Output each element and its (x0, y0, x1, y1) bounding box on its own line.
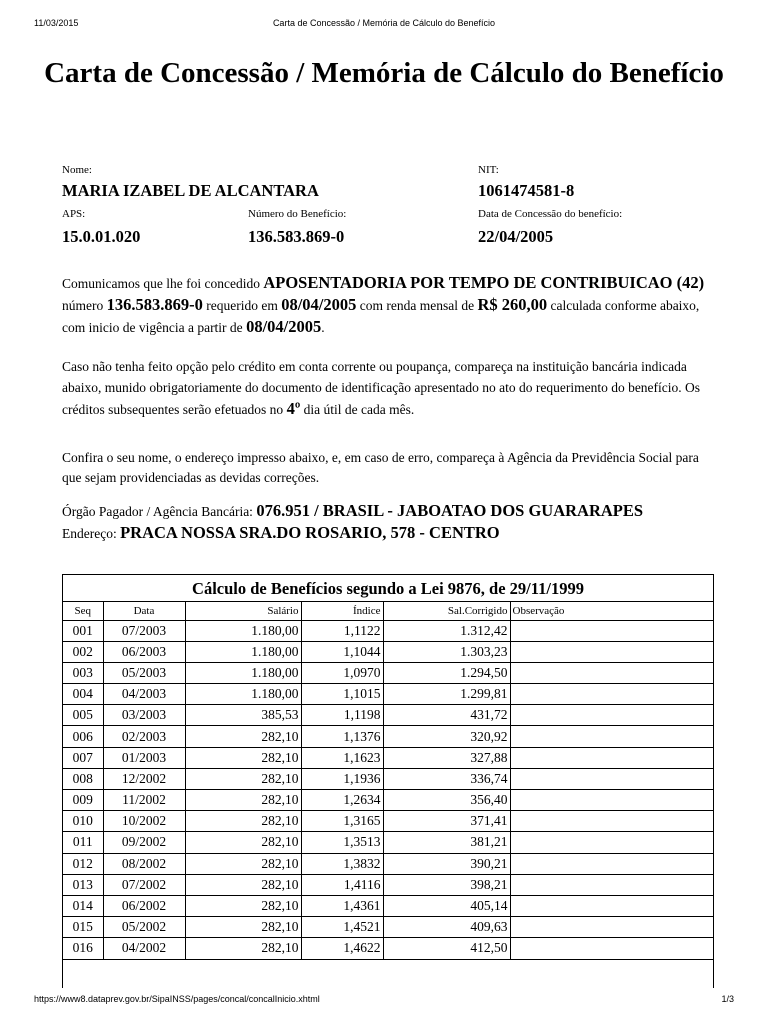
cell-observacao (510, 768, 713, 789)
cell-salario: 1.180,00 (185, 662, 301, 683)
aps-value: 15.0.01.020 (62, 227, 141, 246)
cell-sal-corrigido: 320,92 (383, 726, 510, 747)
cell-observacao (510, 874, 713, 895)
cell-seq: 001 (63, 620, 103, 641)
cell-sal-corrigido: 390,21 (383, 853, 510, 874)
cell-sal-corrigido: 409,63 (383, 917, 510, 938)
table-row (63, 895, 713, 916)
document-title: Carta de Concessão / Memória de Cálculo do Benefício (44, 57, 724, 89)
notice-text-3: requerido em (202, 298, 282, 313)
cell-salario: 1.180,00 (185, 620, 301, 641)
cell-indice: 1,3832 (301, 853, 383, 874)
page-number: 1/3 (721, 994, 734, 1004)
cell-sal-corrigido: 1.294,50 (383, 662, 510, 683)
cell-observacao (510, 747, 713, 768)
cell-data: 01/2003 (103, 747, 185, 768)
table-row (63, 726, 713, 747)
cell-observacao (510, 705, 713, 726)
cell-sal-corrigido: 1.312,42 (383, 620, 510, 641)
requested-date: 08/04/2005 (281, 295, 357, 314)
cell-salario: 282,10 (185, 853, 301, 874)
cell-data: 05/2003 (103, 662, 185, 683)
table-row (63, 684, 713, 705)
table-row (63, 874, 713, 895)
credit-text-1: Caso não tenha feito opção pelo crédito em conta corrente ou poupança, compareça na instituição bancária indicada abaixo, munido obrigatoriamente do documento de identificação apresentado no ato do requerimento do benefício. Os créditos subsequentes serão efetuados no (62, 359, 701, 417)
data-concessao-label: Data de Concessão do benefício: (478, 208, 623, 220)
cell-sal-corrigido: 336,74 (383, 768, 510, 789)
cell-seq: 005 (63, 705, 103, 726)
endereco-value: PRACA NOSSA SRA.DO ROSARIO, 578 - CENTRO (120, 523, 500, 542)
notice-benefit-number: 136.583.869-0 (106, 295, 203, 314)
table-row (63, 768, 713, 789)
cell-sal-corrigido: 356,40 (383, 790, 510, 811)
cell-sal-corrigido: 431,72 (383, 705, 510, 726)
cell-observacao (510, 811, 713, 832)
print-date: 11/03/2015 (34, 18, 79, 28)
cell-observacao (510, 853, 713, 874)
col-data-header: Data (103, 602, 185, 620)
cell-sal-corrigido: 381,21 (383, 832, 510, 853)
nit-value: 1061474581-8 (478, 181, 575, 200)
table-row (63, 641, 713, 662)
col-seq-header: Seq (63, 602, 103, 620)
cell-observacao (510, 684, 713, 705)
cell-sal-corrigido: 1.303,23 (383, 641, 510, 662)
print-url: https://www8.dataprev.gov.br/SipaINSS/pages/concal/concalInicio.xhtml (34, 994, 320, 1004)
cell-data: 07/2002 (103, 874, 185, 895)
table-row (63, 662, 713, 683)
cell-observacao (510, 641, 713, 662)
table-row (63, 620, 713, 641)
notice-text-5: calculada conforme abaixo, com inicio de vigência a partir de (62, 298, 700, 335)
cell-indice: 1,3513 (301, 832, 383, 853)
cell-observacao (510, 895, 713, 916)
cell-salario: 282,10 (185, 938, 301, 959)
cell-seq: 002 (63, 641, 103, 662)
cell-salario: 385,53 (185, 705, 301, 726)
cell-salario: 282,10 (185, 895, 301, 916)
cell-seq: 012 (63, 853, 103, 874)
salary-table (63, 602, 713, 960)
cell-observacao (510, 662, 713, 683)
cell-indice: 1,4361 (301, 895, 383, 916)
cell-sal-corrigido: 412,50 (383, 938, 510, 959)
cell-seq: 016 (63, 938, 103, 959)
cell-salario: 1.180,00 (185, 641, 301, 662)
table-row (63, 747, 713, 768)
print-footer (34, 994, 734, 1008)
credit-text-2: dia útil de cada mês. (300, 402, 415, 417)
notice-text-1: Comunicamos que lhe foi concedido (62, 276, 264, 291)
cell-observacao (510, 938, 713, 959)
cell-indice: 1,3165 (301, 811, 383, 832)
cell-indice: 1,2634 (301, 790, 383, 811)
cell-salario: 282,10 (185, 811, 301, 832)
cell-indice: 1,1936 (301, 768, 383, 789)
cell-data: 03/2003 (103, 705, 185, 726)
cell-sal-corrigido: 1.299,81 (383, 684, 510, 705)
monthly-income: R$ 260,00 (477, 295, 548, 314)
col-indice-header: Índice (301, 602, 383, 620)
confira-notice: Confira o seu nome, o endereço impresso abaixo, e, em caso de erro, compareça à Agência da Previdência Social para que sejam providenciadas as devidas correções. (62, 450, 699, 485)
cell-indice: 1,1122 (301, 620, 383, 641)
cell-seq: 007 (63, 747, 103, 768)
cell-indice: 1,1623 (301, 747, 383, 768)
cell-data: 06/2003 (103, 641, 185, 662)
cell-indice: 1,4116 (301, 874, 383, 895)
aps-label: APS: (62, 208, 86, 220)
table-row (63, 832, 713, 853)
table-header-row (63, 602, 713, 620)
cell-seq: 004 (63, 684, 103, 705)
cell-seq: 003 (63, 662, 103, 683)
notice-text-4: com renda mensal de (356, 298, 478, 313)
cell-sal-corrigido: 327,88 (383, 747, 510, 768)
cell-observacao (510, 832, 713, 853)
cell-data: 02/2003 (103, 726, 185, 747)
orgao-label: Órgão Pagador / Agência Bancária: (62, 504, 257, 519)
cell-data: 06/2002 (103, 895, 185, 916)
cell-observacao (510, 620, 713, 641)
cell-salario: 282,10 (185, 726, 301, 747)
endereco-label: Endereço: (62, 526, 121, 541)
cell-seq: 006 (63, 726, 103, 747)
cell-data: 09/2002 (103, 832, 185, 853)
cell-data: 11/2002 (103, 790, 185, 811)
cell-data: 08/2002 (103, 853, 185, 874)
cell-data: 10/2002 (103, 811, 185, 832)
notice-text-6: . (321, 320, 325, 335)
table-row (63, 853, 713, 874)
cell-seq: 008 (63, 768, 103, 789)
calculation-title: Cálculo de Benefícios segundo a Lei 9876, de 29/11/1999 (63, 575, 713, 602)
numero-beneficio-label: Número do Benefício: (248, 208, 347, 220)
cell-sal-corrigido: 371,41 (383, 811, 510, 832)
print-header (34, 18, 734, 32)
validity-date: 08/04/2005 (246, 317, 322, 336)
cell-indice: 1,0970 (301, 662, 383, 683)
cell-observacao (510, 726, 713, 747)
cell-salario: 282,10 (185, 832, 301, 853)
cell-seq: 010 (63, 811, 103, 832)
cell-salario: 1.180,00 (185, 684, 301, 705)
cell-data: 12/2002 (103, 768, 185, 789)
cell-indice: 1,1044 (301, 641, 383, 662)
table-body (63, 620, 713, 959)
orgao-value: 076.951 / BRASIL - JABOATAO DOS GUARARAPES (256, 501, 644, 520)
cell-seq: 014 (63, 895, 103, 916)
benefit-type: APOSENTADORIA POR TEMPO DE CONTRIBUICAO (42) (263, 273, 705, 292)
credit-notice (62, 356, 712, 420)
cell-indice: 1,1376 (301, 726, 383, 747)
cell-salario: 282,10 (185, 790, 301, 811)
col-observacao-header: Observação (510, 602, 713, 620)
nome-label: Nome: (62, 164, 92, 176)
cell-indice: 1,1015 (301, 684, 383, 705)
notice-text-2: número (62, 298, 107, 313)
cell-seq: 013 (63, 874, 103, 895)
table-row (63, 790, 713, 811)
numero-beneficio-value: 136.583.869-0 (248, 227, 345, 246)
cell-data: 07/2003 (103, 620, 185, 641)
credit-business-day: 4º (286, 399, 301, 418)
table-row (63, 938, 713, 959)
cell-sal-corrigido: 405,14 (383, 895, 510, 916)
cell-data: 05/2002 (103, 917, 185, 938)
calculation-table (62, 574, 714, 988)
cell-observacao (510, 917, 713, 938)
cell-data: 04/2003 (103, 684, 185, 705)
cell-seq: 015 (63, 917, 103, 938)
table-row (63, 705, 713, 726)
cell-sal-corrigido: 398,21 (383, 874, 510, 895)
cell-salario: 282,10 (185, 747, 301, 768)
cell-salario: 282,10 (185, 768, 301, 789)
print-page-title: Carta de Concessão / Memória de Cálculo do Benefício (272, 18, 496, 28)
cell-salario: 282,10 (185, 874, 301, 895)
cell-indice: 1,4622 (301, 938, 383, 959)
concession-notice (62, 272, 712, 338)
nit-label: NIT: (478, 164, 499, 176)
cell-salario: 282,10 (185, 917, 301, 938)
table-row (63, 811, 713, 832)
col-sal-corrigido-header: Sal.Corrigido (383, 602, 510, 620)
cell-seq: 009 (63, 790, 103, 811)
col-salario-header: Salário (185, 602, 301, 620)
cell-indice: 1,4521 (301, 917, 383, 938)
cell-indice: 1,1198 (301, 705, 383, 726)
data-concessao-value: 22/04/2005 (478, 227, 554, 246)
table-row (63, 917, 713, 938)
bank-info (62, 500, 712, 544)
cell-data: 04/2002 (103, 938, 185, 959)
cell-seq: 011 (63, 832, 103, 853)
nome-value: MARIA IZABEL DE ALCANTARA (62, 181, 319, 200)
cell-observacao (510, 790, 713, 811)
